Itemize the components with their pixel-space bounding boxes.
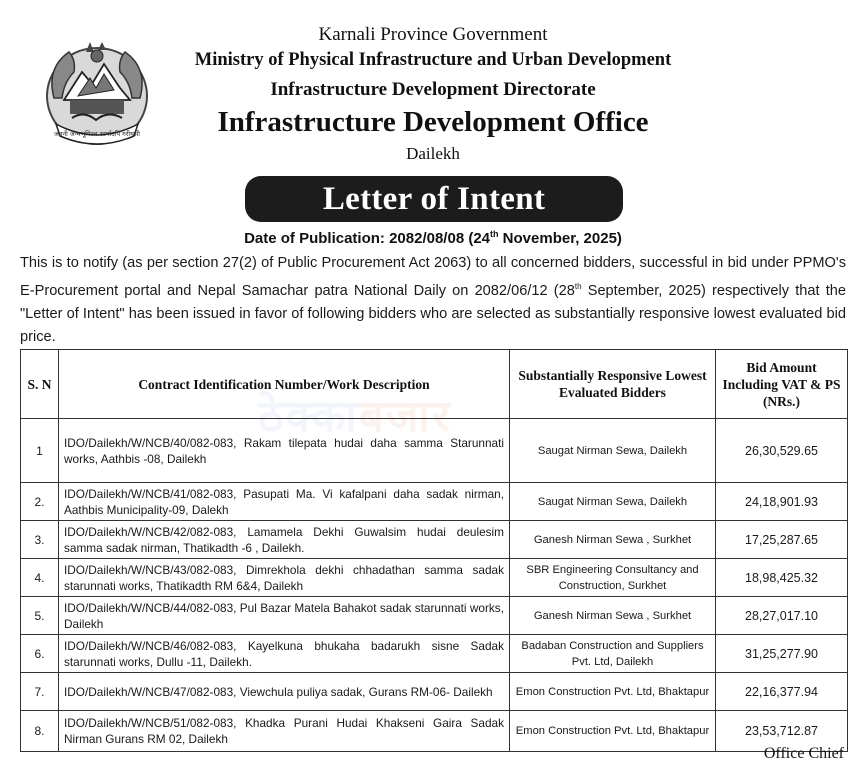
row-amount: 18,98,425.32 bbox=[716, 559, 848, 597]
directorate-name: Infrastructure Development Directorate bbox=[270, 79, 596, 100]
row-amount: 24,18,901.93 bbox=[716, 483, 848, 521]
header-bidder: Substantially Responsive Lowest Evaluated Bidders bbox=[510, 350, 716, 419]
signature-office-chief: Office Chief bbox=[763, 745, 844, 762]
row-sn: 1 bbox=[21, 419, 59, 483]
row-bidder: SBR Engineering Consultancy and Construction, Surkhet bbox=[510, 559, 716, 597]
publication-date-sup: th bbox=[490, 229, 499, 239]
publication-date-prefix: Date of Publication: 2082/08/08 (24 bbox=[244, 230, 491, 247]
table-row bbox=[21, 711, 848, 752]
table-row bbox=[21, 597, 848, 635]
row-bidder: Ganesh Nirman Sewa , Surkhet bbox=[510, 597, 716, 635]
row-description: IDO/Dailekh/W/NCB/41/082-083, Pasupati Ma. Vi kafalpani daha sadak nirman, Aathbis Municipality-09, Dalekh bbox=[59, 483, 510, 521]
row-sn: 7. bbox=[21, 673, 59, 711]
header-amount: Bid Amount Including VAT & PS (NRs.) bbox=[716, 350, 848, 419]
row-amount: 28,27,017.10 bbox=[716, 597, 848, 635]
row-bidder: Emon Construction Pvt. Ltd, Bhaktapur bbox=[510, 711, 716, 752]
table-row bbox=[21, 419, 848, 483]
row-sn: 6. bbox=[21, 635, 59, 673]
ministry-name: Ministry of Physical Infrastructure and Urban Development bbox=[194, 50, 672, 70]
row-description: IDO/Dailekh/W/NCB/51/082-083, Khadka Purani Hudai Khakseni Gaira Sadak Nirman Gurans RM 02, Dailekh bbox=[59, 711, 510, 752]
intro-sup: th bbox=[574, 282, 582, 291]
row-amount: 17,25,287.65 bbox=[716, 521, 848, 559]
row-bidder: Saugat Nirman Sewa, Dailekh bbox=[510, 419, 716, 483]
office-name: Infrastructure Development Office bbox=[217, 106, 649, 138]
row-description: IDO/Dailekh/W/NCB/47/082-083, Viewchula puliya sadak, Gurans RM-06- Dailekh bbox=[59, 673, 510, 711]
row-description: IDO/Dailekh/W/NCB/43/082-083, Dimrekhola dekhi chhadathan samma sadak starunnati works, Thatikadth RM 6&4, Dailekh bbox=[59, 559, 510, 597]
intro-part1: This is to notify (as per section 27(2) of Public Procurement Act 2063) to all concerned bidders, successful in bid under PPMO's E-Procurement portal and Nepal Samachar patra National Daily on 2082/06/12 (28 bbox=[20, 255, 846, 299]
row-sn: 3. bbox=[21, 521, 59, 559]
row-amount: 31,25,277.90 bbox=[716, 635, 848, 673]
publication-date-suffix: November, 2025) bbox=[498, 230, 622, 247]
table-row bbox=[21, 635, 848, 673]
table-header-row bbox=[21, 350, 848, 419]
row-sn: 4. bbox=[21, 559, 59, 597]
row-description: IDO/Dailekh/W/NCB/46/082-083, Kayelkuna bhukaha badarukh sisne Sadak starunnati works, Dullu -11, Dailekh. bbox=[59, 635, 510, 673]
row-amount: 26,30,529.65 bbox=[716, 419, 848, 483]
row-bidder: Ganesh Nirman Sewa , Surkhet bbox=[510, 521, 716, 559]
office-location: Dailekh bbox=[406, 144, 460, 163]
row-bidder: Emon Construction Pvt. Ltd, Bhaktapur bbox=[510, 673, 716, 711]
loi-table bbox=[20, 349, 848, 752]
header-description: Contract Identification Number/Work Description bbox=[59, 350, 510, 419]
row-sn: 2. bbox=[21, 483, 59, 521]
row-amount: 22,16,377.94 bbox=[716, 673, 848, 711]
row-sn: 8. bbox=[21, 711, 59, 752]
emblem-motto: जननी जन्मभूमिश्च स्वर्गादपि गरीयसी bbox=[54, 130, 140, 138]
intro-paragraph bbox=[20, 252, 846, 349]
province-name: Karnali Province Government bbox=[318, 24, 548, 45]
row-sn: 5. bbox=[21, 597, 59, 635]
publication-date bbox=[0, 229, 866, 247]
header-sn: S. N bbox=[21, 350, 59, 419]
title-banner: Letter of Intent bbox=[245, 176, 623, 222]
intro-part2: September, 2025) respectively that the "Letter of Intent" has been issued in favor of following bidders who are selected as substantially responsive lowest evaluated bid price. bbox=[20, 282, 846, 345]
row-description: IDO/Dailekh/W/NCB/40/082-083, Rakam tilepata hudai daha samma Starunnati works, Aathbis -08, Dailekh bbox=[59, 419, 510, 483]
row-bidder: Badaban Construction and Suppliers Pvt. Ltd, Dailekh bbox=[510, 635, 716, 673]
watermark-part2: बजार bbox=[358, 391, 452, 442]
table-row bbox=[21, 559, 848, 597]
row-description: IDO/Dailekh/W/NCB/42/082-083, Lamamela Dekhi Guwalsim hudai deulesim samma sadak nirman, Thatikadth -6 , Dailekh. bbox=[59, 521, 510, 559]
row-amount: 23,53,712.87 bbox=[716, 711, 848, 752]
table-row bbox=[21, 483, 848, 521]
table-row bbox=[21, 673, 848, 711]
row-description: IDO/Dailekh/W/NCB/44/082-083, Pul Bazar Matela Bahakot sadak starunnati works, Dailekh bbox=[59, 597, 510, 635]
table-row bbox=[21, 521, 848, 559]
row-bidder: Saugat Nirman Sewa, Dailekh bbox=[510, 483, 716, 521]
watermark-part1: ठेक्का bbox=[258, 391, 359, 442]
